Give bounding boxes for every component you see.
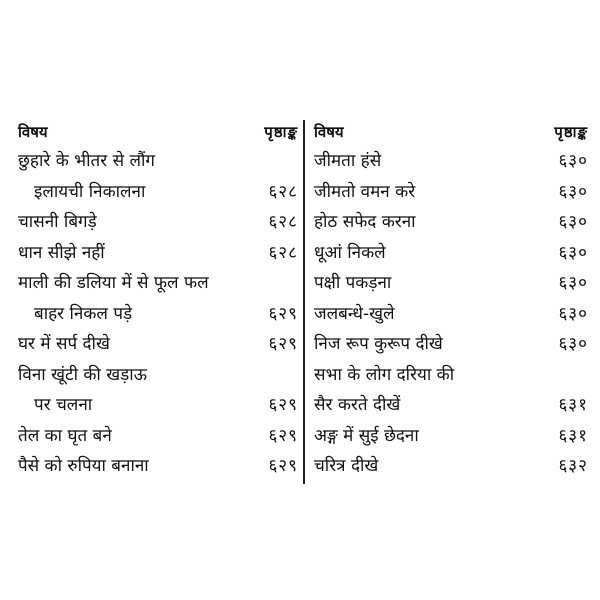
- index-entry: [12, 238, 302, 269]
- index-entry: [12, 451, 302, 482]
- entry-page-number: ६२९: [268, 395, 298, 415]
- page-header: पृष्ठाङ्क: [554, 123, 588, 141]
- index-entry: [12, 329, 302, 360]
- entry-subject: घर में सर्प दीखे: [18, 334, 110, 354]
- entry-page-number: ६३०: [558, 303, 588, 324]
- entry-subject: तेल का घृत बने: [18, 425, 112, 446]
- index-entry: [12, 146, 302, 177]
- entry-page-number: ६३१: [558, 425, 588, 446]
- entry-subject: छुहारे के भीतर से लौंग: [18, 151, 155, 171]
- page-header: पृष्ठाङ्क: [264, 123, 298, 141]
- entry-page-number: ६३२: [558, 456, 588, 476]
- index-entry: [308, 360, 590, 391]
- entry-subject: पक्षी पकड़ना: [314, 273, 392, 293]
- entry-subject: अङ्ग में सुई छेदना: [314, 425, 419, 446]
- entry-page-number: ६२९: [268, 334, 298, 354]
- index-entry: [12, 421, 302, 452]
- index-entry: [308, 451, 590, 482]
- entry-subject: धूआं निकले: [314, 242, 386, 263]
- index-entry: [308, 299, 590, 330]
- entry-subject: सभा के लोग दरिया की: [314, 364, 455, 385]
- entry-subject: होठ सफेद करना: [314, 212, 416, 232]
- left-header-row: [12, 118, 302, 146]
- subject-header: विषय: [18, 123, 48, 141]
- index-table: [12, 118, 590, 484]
- index-entry: [308, 268, 590, 299]
- left-column: [12, 118, 302, 484]
- entry-subject: चरित्र दीखे: [314, 456, 379, 476]
- index-entry: [12, 207, 302, 238]
- entry-subject: पर चलना: [34, 395, 93, 415]
- entry-subject: धान सीझे नहीं: [18, 242, 105, 263]
- index-entry: [12, 177, 302, 208]
- entry-page-number: ६३०: [558, 273, 588, 293]
- index-entry: [308, 329, 590, 360]
- entry-subject: इलायची निकालना: [34, 181, 146, 202]
- entry-subject: चासनी बिगड़े: [18, 212, 97, 232]
- entry-subject: माली की डलिया में से फूल फल: [18, 273, 209, 293]
- entry-subject: निज रूप कुरूप दीखे: [314, 334, 443, 354]
- entry-page-number: ६३०: [558, 181, 588, 202]
- entry-subject: जलबन्धे-खुले: [314, 303, 395, 324]
- column-divider: [303, 120, 305, 484]
- entry-page-number: ६३०: [558, 242, 588, 263]
- entry-page-number: ६२८: [268, 181, 298, 202]
- entry-page-number: ६२८: [268, 242, 298, 263]
- entry-page-number: ६३१: [558, 395, 588, 415]
- right-column: [308, 118, 590, 484]
- entry-page-number: ६२९: [268, 456, 298, 476]
- entry-subject: पैसे को रुपिया बनाना: [18, 456, 149, 476]
- index-entry: [308, 421, 590, 452]
- index-entry: [308, 146, 590, 177]
- subject-header: विषय: [314, 123, 344, 141]
- entry-subject: जीमता हंसे: [314, 151, 382, 171]
- index-entry: [12, 299, 302, 330]
- entry-page-number: ६३०: [558, 212, 588, 232]
- entry-page-number: ६२८: [268, 212, 298, 232]
- entry-page-number: ६३०: [558, 334, 588, 354]
- entry-page-number: ६२९: [268, 303, 298, 324]
- entry-subject: विना खूंटी की खड़ाऊ: [18, 364, 147, 385]
- entry-page-number: ६२९: [268, 425, 298, 446]
- index-entry: [308, 177, 590, 208]
- entry-subject: जीमतो वमन करे: [314, 181, 416, 202]
- index-entry: [12, 268, 302, 299]
- right-header-row: [308, 118, 590, 146]
- index-entry: [308, 238, 590, 269]
- entry-page-number: ६३०: [558, 151, 588, 171]
- index-entry: [12, 360, 302, 391]
- entry-subject: बाहर निकल पड़े: [34, 303, 133, 324]
- index-entry: [308, 390, 590, 421]
- index-entry: [12, 390, 302, 421]
- index-entry: [308, 207, 590, 238]
- entry-subject: सैर करते दीखें: [314, 395, 401, 415]
